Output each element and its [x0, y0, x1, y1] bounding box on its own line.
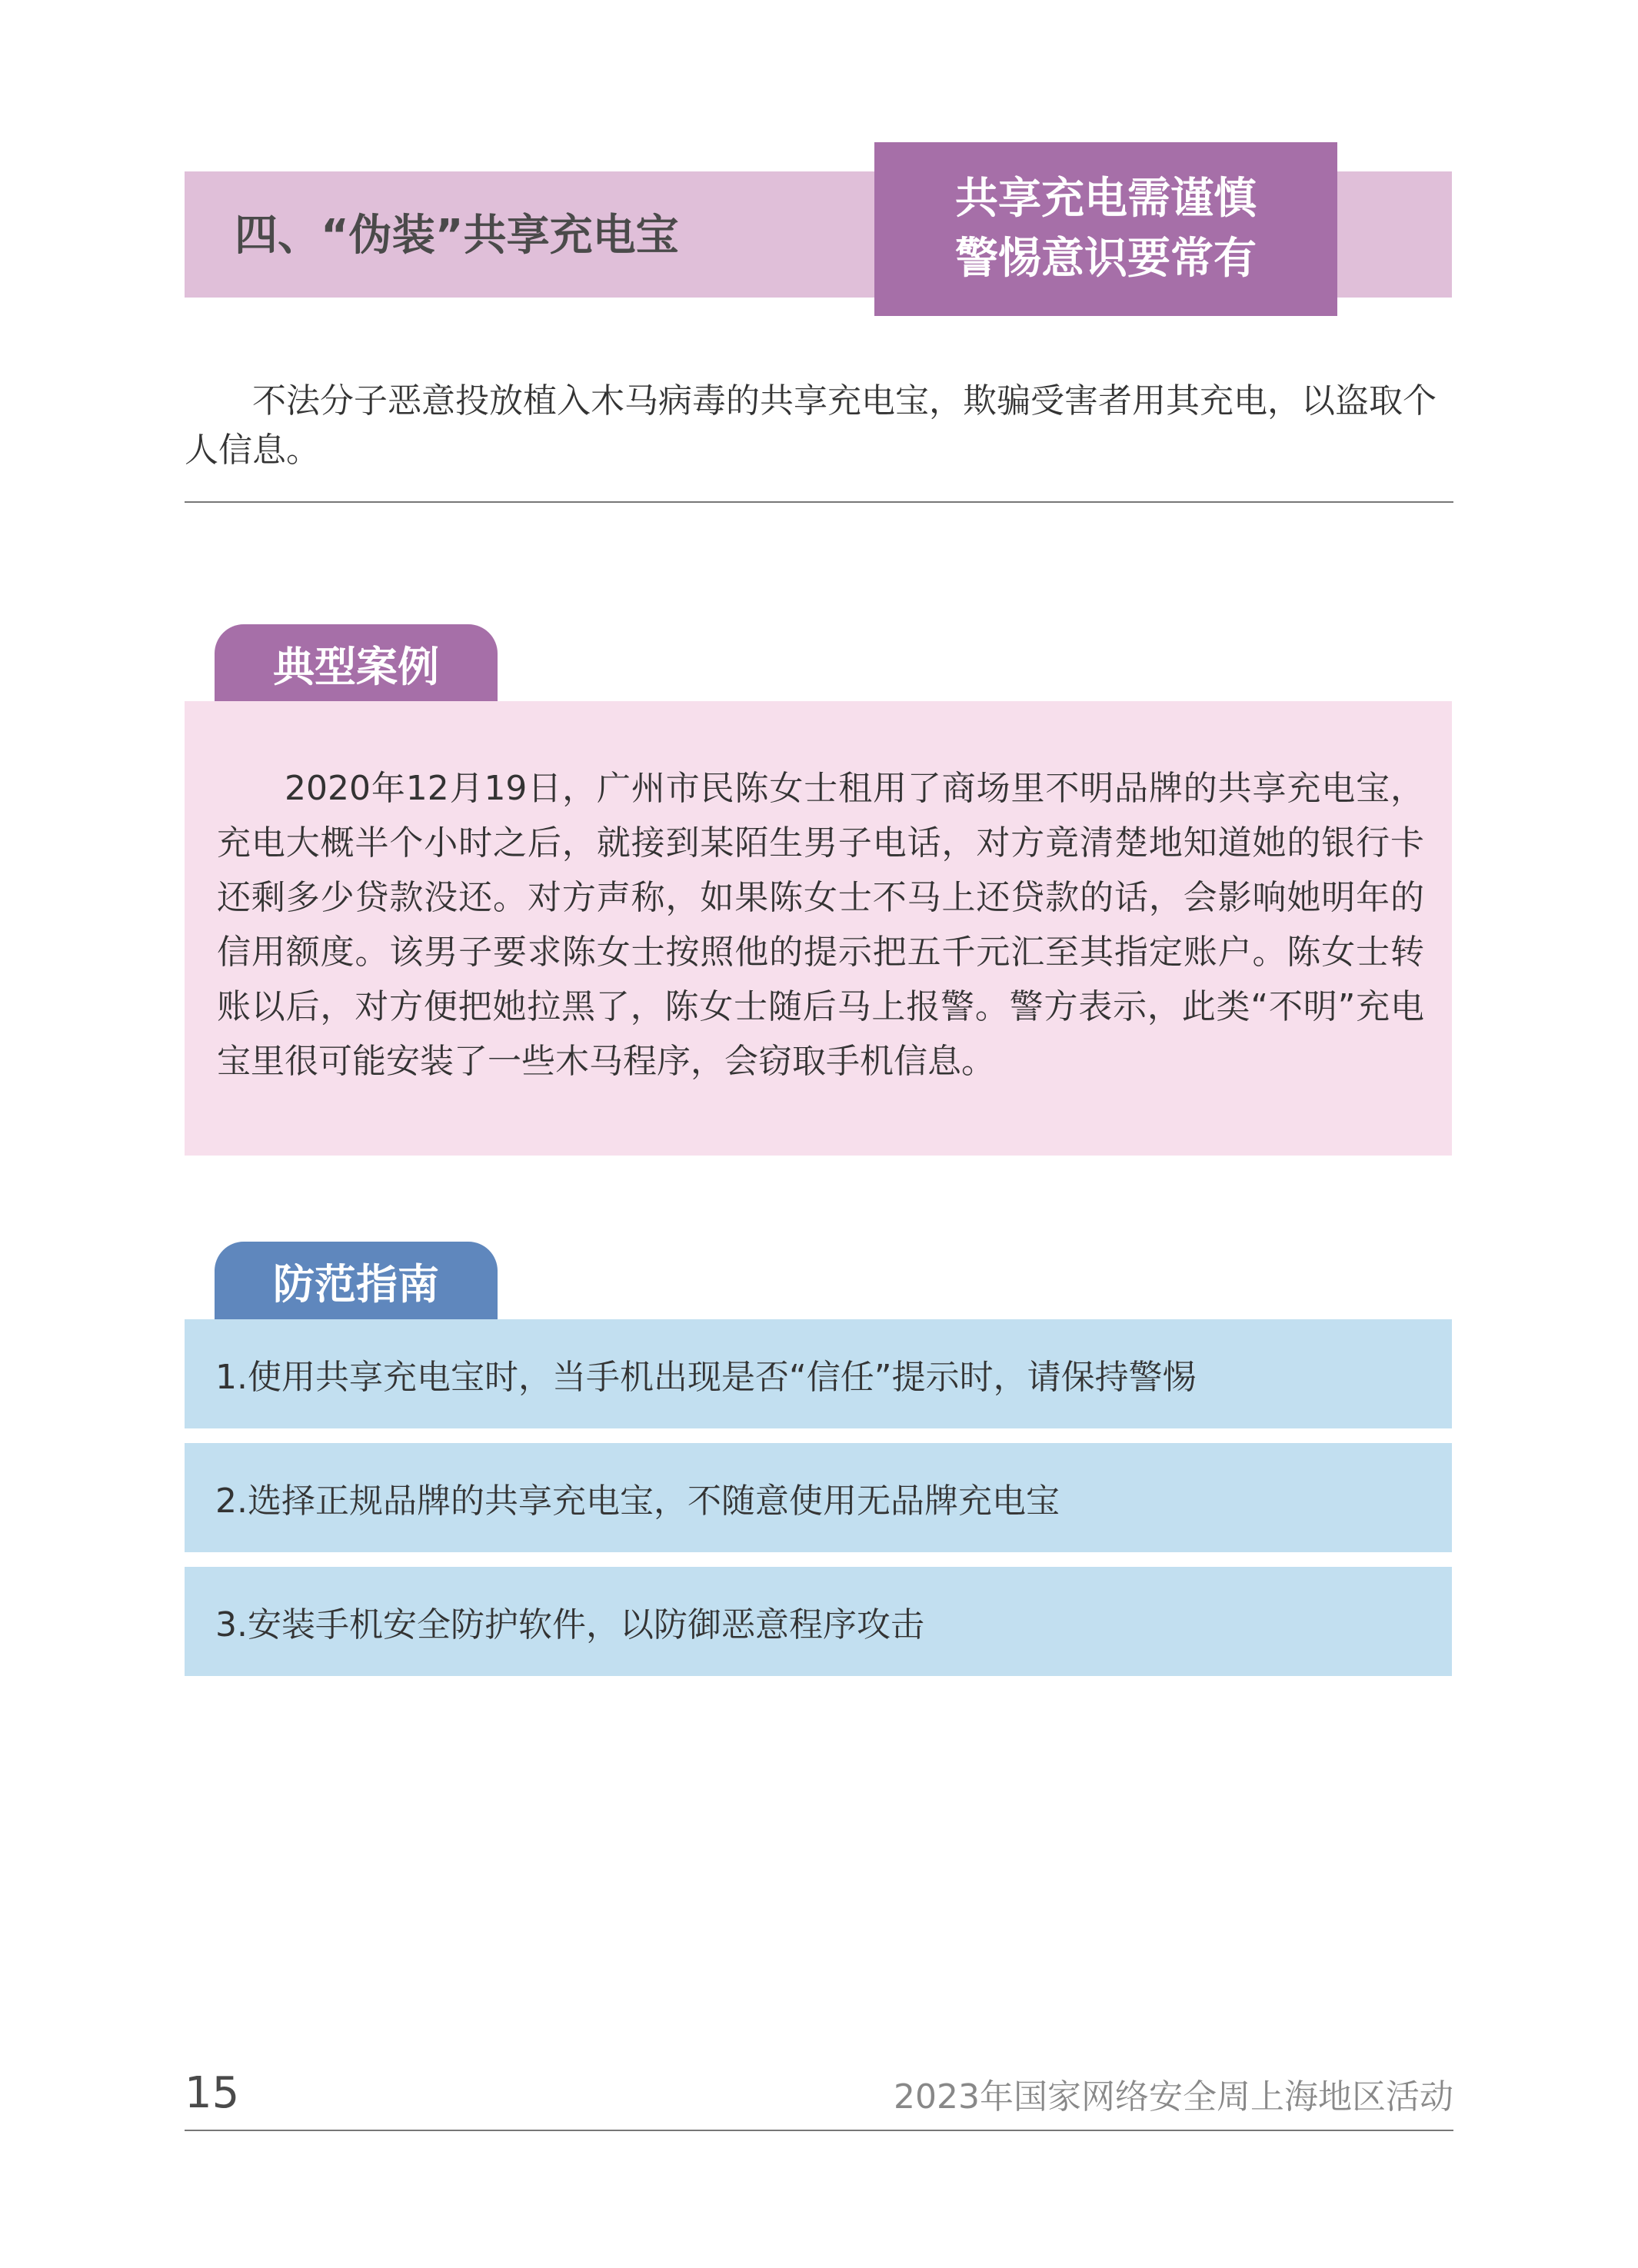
- guide-tip-text: 2.选择正规品牌的共享充电宝，不随意使用无品牌充电宝: [215, 1482, 1060, 1521]
- slogan-line-1: 共享充电需谨慎: [955, 174, 1257, 224]
- slogan-line-2: 警惕意识要常有: [955, 234, 1257, 284]
- footer-text: 2023年国家网络安全周上海地区活动: [894, 2077, 1453, 2117]
- guide-tip-text: 3.安装手机安全防护软件，以防御恶意程序攻击: [215, 1605, 924, 1644]
- footer-divider: [185, 2130, 1453, 2131]
- guide-tip-text: 1.使用共享充电宝时，当手机出现是否“信任”提示时，请保持警惕: [215, 1358, 1197, 1397]
- intro-paragraph: 不法分子恶意投放植入木马病毒的共享充电宝，欺骗受害者用其充电，以盗取个人信息。: [185, 381, 1437, 470]
- section-title: 四、“伪装”共享充电宝: [235, 211, 679, 261]
- slogan-box: [874, 142, 1337, 316]
- guide-tab: 防范指南: [215, 1242, 498, 1321]
- divider: [185, 501, 1453, 503]
- case-tab: 典型案例: [215, 624, 498, 703]
- guide-tip: [185, 1443, 1452, 1552]
- guide-tip: [185, 1567, 1452, 1676]
- case-text: 2020年12月19日，广州市民陈女士租用了商场里不明品牌的共享充电宝，充电大概半个小时之后，就接到某陌生男子电话，对方竟清楚地知道她的银行卡还剩多少贷款没还。对方声称，如果陈女士不马上还贷款的话，会影响她明年的信用额度。该男子要求陈女士按照他的提示把五千元汇至其指定账户。陈女士转账以后，对方便把她拉黑了，陈女士随后马上报警。警方表示，此类“不明”充电宝里很可能安装了一些木马程序，会窃取手机信息。: [217, 769, 1424, 1081]
- page-number: 15: [185, 2068, 240, 2118]
- guide-tip: [185, 1319, 1452, 1428]
